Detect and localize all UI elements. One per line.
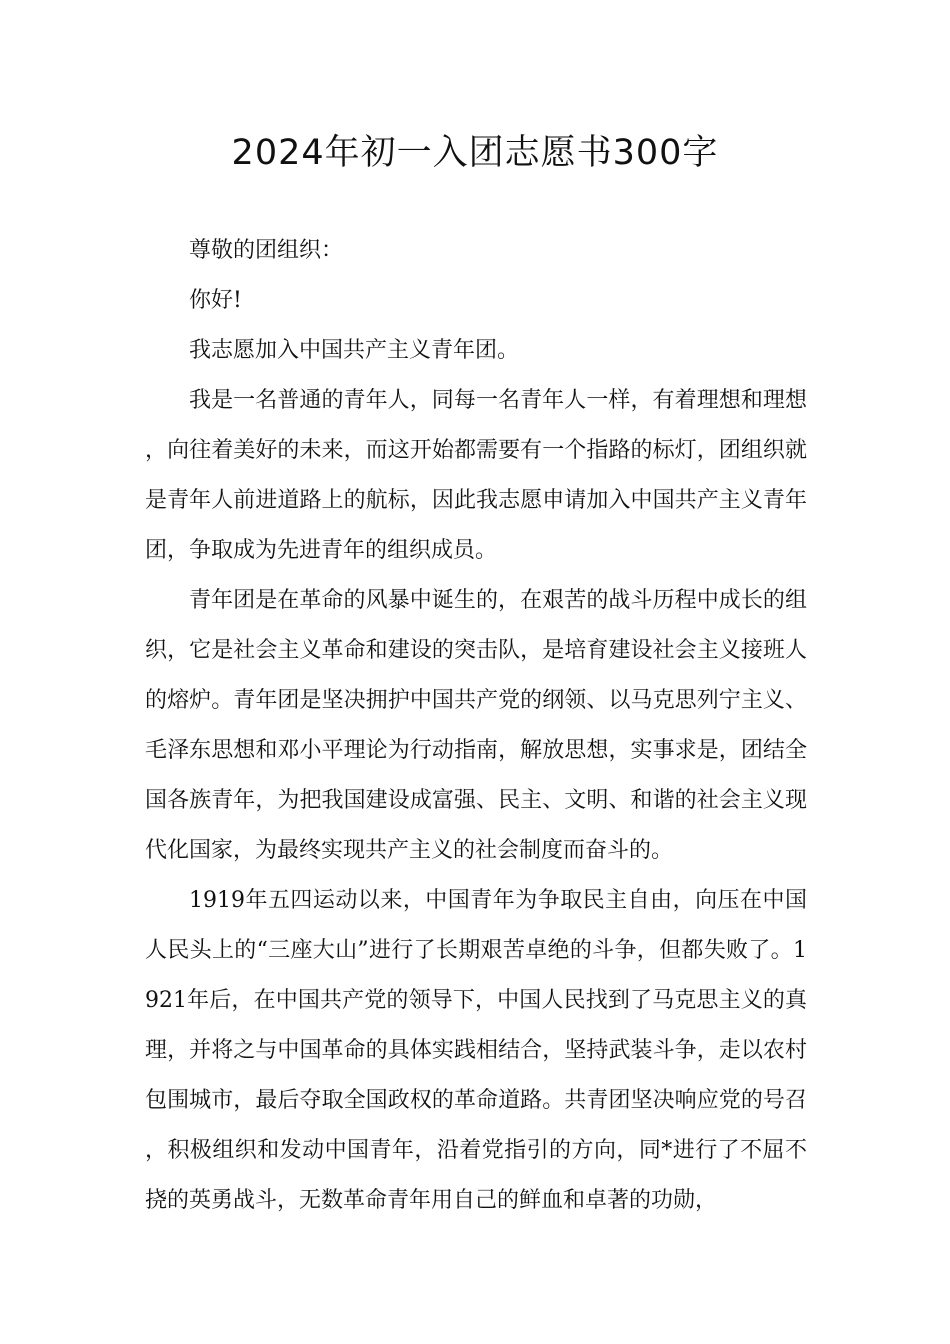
greeting-paragraph: 你好! bbox=[189, 288, 242, 313]
body-paragraph: 青年团是在革命的风暴中诞生的，在艰苦的战斗历程中成长的组织，它是社会主义革命和建设的突击队，是培育建设社会主义接班人的熔炉。青年团是坚决拥护中国共产党的纲领、以马克思列宁主义、毛泽东思想和邓小平理论为行动指南，解放思想，实事求是，团结全国各族青年，为把我国建设成富强、民主、文明、和谐的社会主义现代化国家，为最终实现共产主义的社会制度而奋斗的。 bbox=[145, 588, 807, 863]
body-paragraph: 我是一名普通的青年人，同每一名青年人一样，有着理想和理想，向往着美好的未来，而这开始都需要有一个指路的标灯，团组织就是青年人前进道路上的航标，因此我志愿申请加入中国共产主义青年团，争取成为先进青年的组织成员。 bbox=[145, 388, 807, 563]
document-body bbox=[145, 226, 807, 1226]
statement-paragraph: 我志愿加入中国共产主义青年团。 bbox=[189, 338, 520, 363]
salutation-paragraph: 尊敬的团组织： bbox=[189, 238, 344, 263]
document-title: 2024年初一入团志愿书300字 bbox=[231, 133, 719, 173]
body-paragraph: 1919年五四运动以来，中国青年为争取民主自由，向压在中国人民头上的“三座大山”进行了长期艰苦卓绝的斗争，但都失败了。1921年后，在中国共产党的领导下，中国人民找到了马克思主义的真理，并将之与中国革命的具体实践相结合，坚持武装斗争，走以农村包围城市，最后夺取全国政权的革命道路。共青团坚决响应党的号召，积极组织和发动中国青年，沿着党指引的方向，同*进行了不屈不挠的英勇战斗，无数革命青年用自己的鲜血和卓著的功勋， bbox=[145, 888, 807, 1213]
